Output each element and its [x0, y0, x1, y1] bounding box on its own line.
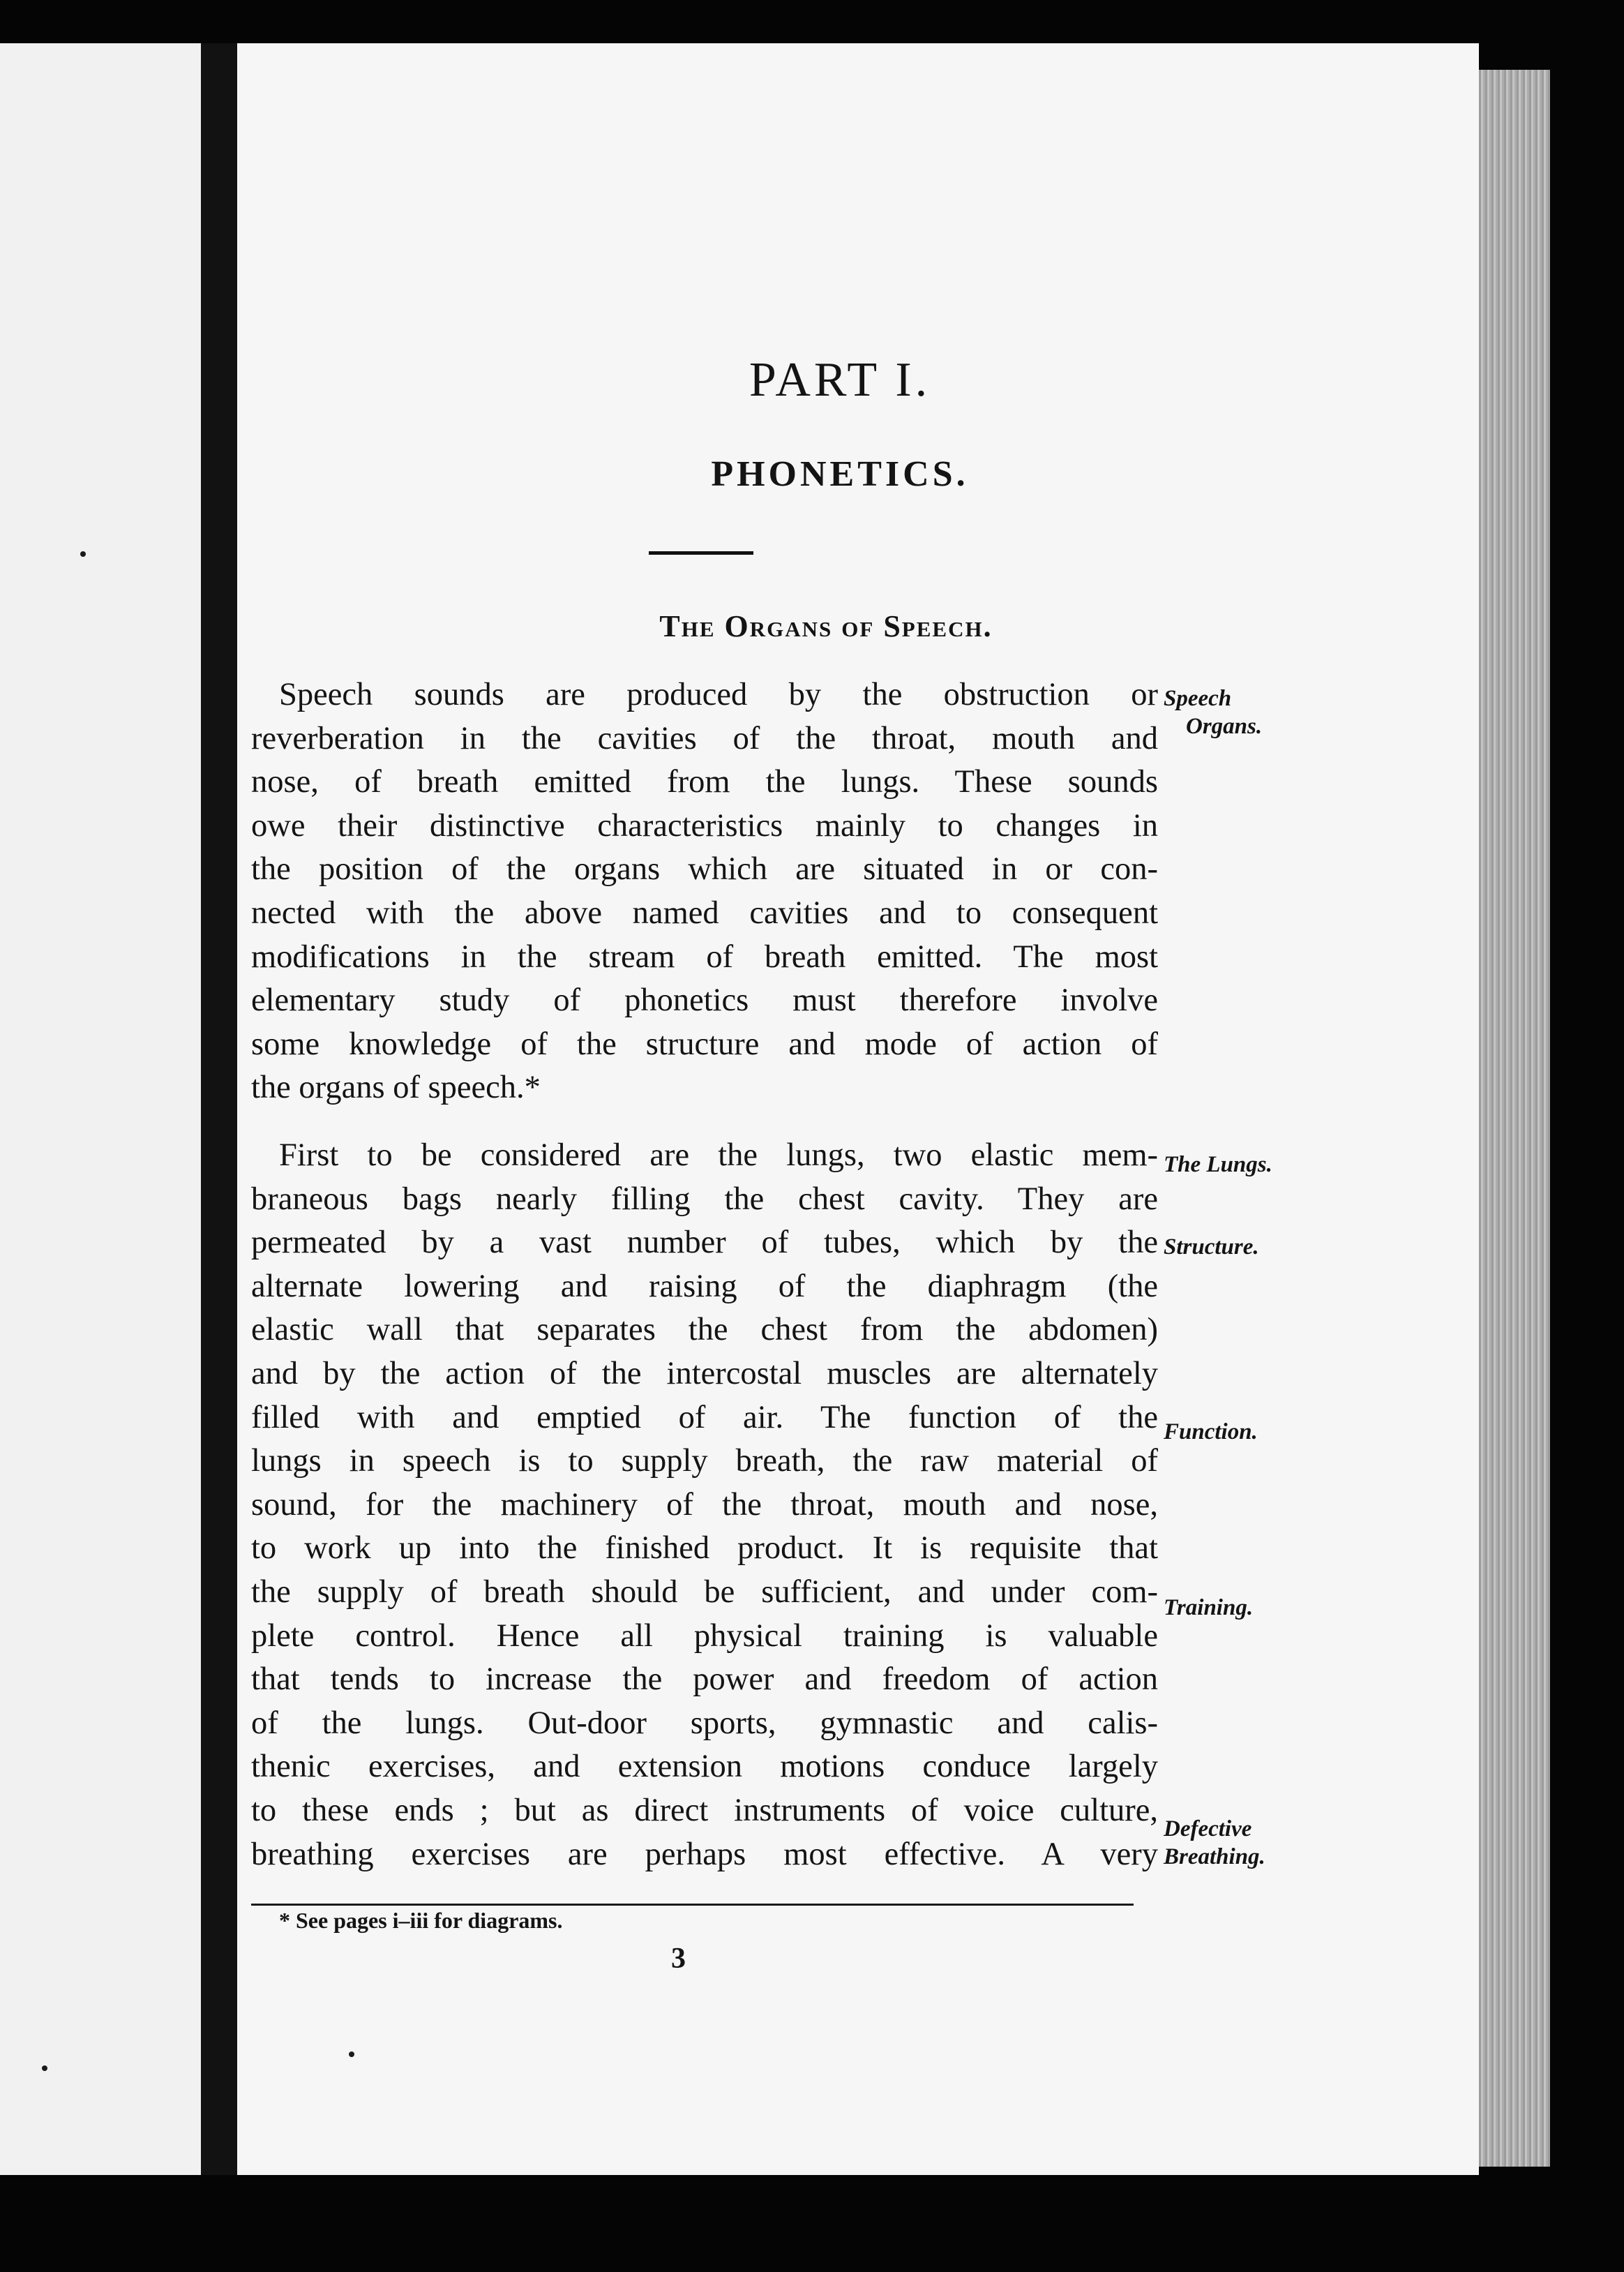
- margin-note-speech: Speech: [1164, 686, 1232, 711]
- text-line: First to be considered are the lungs, two elastic mem-: [279, 1137, 1158, 1173]
- text-line: lungs in speech is to supply breath, the raw material of: [251, 1443, 1158, 1479]
- dust-speck: [349, 2051, 354, 2057]
- footnote-rule: [251, 1904, 1134, 1906]
- dust-speck: [42, 2065, 47, 2071]
- margin-note-defective: Defective: [1164, 1816, 1252, 1841]
- margin-note-lungs: The Lungs.: [1164, 1152, 1272, 1177]
- text-line: alternate lowering and raising of the diaphragm (the: [251, 1268, 1158, 1304]
- text-line: to these ends ; but as direct instruments of voice culture,: [251, 1792, 1158, 1828]
- text-line: filled with and emptied of air. The function of the: [251, 1399, 1158, 1435]
- text-line: reverberation in the cavities of the throat, mouth and: [251, 720, 1158, 756]
- margin-note-training: Training.: [1164, 1595, 1254, 1620]
- text-line: elastic wall that separates the chest from the abdomen): [251, 1312, 1158, 1348]
- text-line: sound, for the machinery of the throat, mouth and nose,: [251, 1486, 1158, 1523]
- text-line: breathing exercises are perhaps most effective. A very: [251, 1836, 1158, 1872]
- page-number: 3: [671, 1943, 686, 1975]
- paragraph-organs-of-speech: [251, 673, 1158, 1110]
- text-line: Speech sounds are produced by the obstruction or: [279, 677, 1158, 712]
- text-line: elementary study of phonetics must therefore involve: [251, 982, 1158, 1019]
- text-line: nose, of breath emitted from the lungs. These sounds: [251, 764, 1158, 800]
- text-line: nected with the above named cavities and to consequent: [251, 895, 1158, 931]
- text-line: modifications in the stream of breath emitted. The most: [251, 939, 1158, 975]
- text-line: permeated by a vast number of tubes, which by the: [251, 1225, 1158, 1261]
- text-line: owe their distinctive characteristics mainly to changes in: [251, 807, 1158, 844]
- text-line: thenic exercises, and extension motions conduce largely: [251, 1749, 1158, 1785]
- text-line: of the lungs. Out-door sports, gymnastic and calis-: [251, 1705, 1158, 1741]
- dust-speck: [80, 551, 86, 557]
- margin-note-structure: Structure.: [1164, 1234, 1259, 1260]
- text-line: plete control. Hence all physical training is valuable: [251, 1617, 1158, 1654]
- heading-rule: [649, 551, 753, 555]
- text-line: the supply of breath should be sufficient, and under com-: [251, 1574, 1158, 1610]
- text-line: and by the action of the intercostal muscles are alternately: [251, 1355, 1158, 1391]
- paragraph-lungs: [251, 1134, 1158, 1876]
- text-line: the position of the organs which are situated in or con-: [251, 851, 1158, 888]
- section-heading: PHONETICS.: [711, 454, 969, 494]
- margin-note-organs: Organs.: [1186, 714, 1263, 739]
- text-line: some knowledge of the structure and mode of action of: [251, 1026, 1158, 1062]
- part-heading: PART I.: [749, 353, 931, 407]
- margin-note-breathing: Breathing.: [1164, 1844, 1265, 1869]
- text-line: to work up into the finished product. It is requisite that: [251, 1530, 1158, 1567]
- text-line: braneous bags nearly filling the chest cavity. They are: [251, 1181, 1158, 1217]
- text-line: that tends to increase the power and freedom of action: [251, 1661, 1158, 1698]
- chapter-title: The Organs of Speech.: [659, 609, 993, 643]
- footnote: * See pages i–iii for diagrams.: [279, 1908, 563, 1933]
- text-line: the organs of speech.*: [251, 1070, 541, 1106]
- margin-note-function: Function.: [1164, 1419, 1258, 1444]
